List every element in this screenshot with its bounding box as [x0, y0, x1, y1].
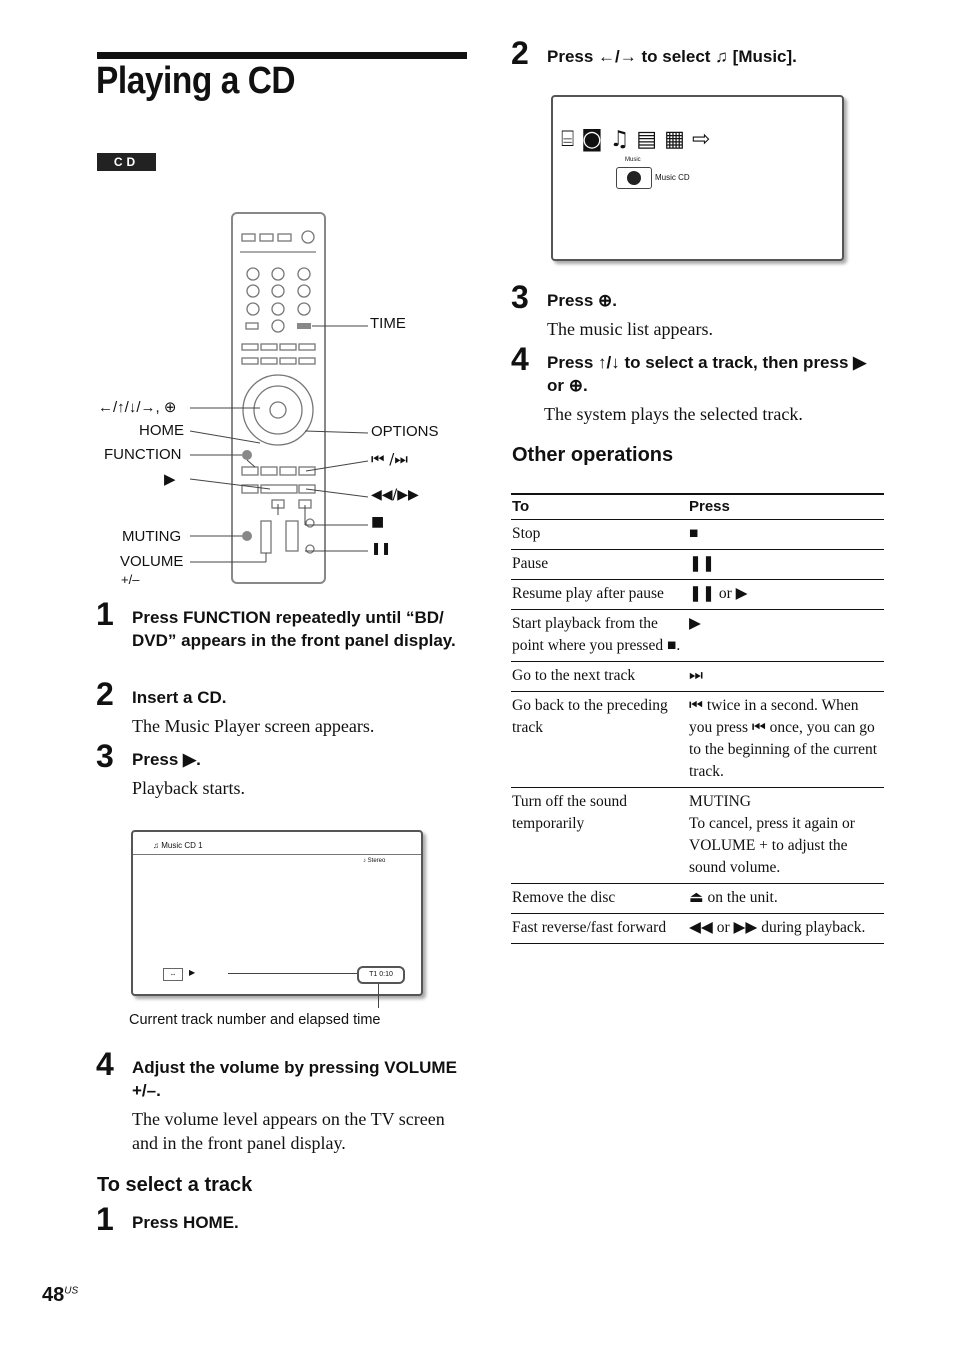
label-home: HOME — [139, 422, 184, 439]
radio-icon: ▤ — [636, 127, 658, 152]
label-time: TIME — [370, 315, 406, 332]
label-play: ▶ — [164, 470, 176, 488]
step-body: The system plays the selected track. — [544, 404, 803, 424]
step-heading: Press ▶. — [132, 750, 201, 769]
table-row — [511, 884, 884, 914]
step-heading: Press FUNCTION repeatedly until “BD/ DVD” appears in the front panel display. — [132, 608, 456, 650]
stereo-indicator: ♪ Stereo — [363, 858, 386, 864]
press-cell: ❚❚ — [688, 550, 884, 580]
table-row — [511, 914, 884, 944]
video-icon: ▦ — [664, 127, 685, 152]
step-body: The Music Player screen appears. — [132, 716, 375, 736]
label-function: FUNCTION — [104, 446, 182, 463]
music-cd-label: Music CD — [655, 173, 690, 182]
step-number: 1 — [96, 596, 114, 632]
operation-cell: Turn off the sound temporarily — [511, 788, 688, 884]
press-cell: MUTING To cancel, press it again or VOLUME + to adjust the sound volume. — [688, 788, 884, 884]
title-rule — [97, 52, 467, 59]
step-number: 2 — [96, 676, 114, 712]
operation-cell: Resume play after pause — [511, 580, 688, 610]
press-cell: ⏭ — [688, 662, 884, 692]
home-menu-screen — [551, 95, 844, 261]
press-cell: ◀◀ or ▶▶ during playback. — [688, 914, 884, 944]
track-time-display: T1 0:10 — [357, 966, 405, 984]
operations-table — [511, 493, 884, 944]
step-heading: Press ⊕. — [547, 291, 618, 310]
table-row — [511, 580, 884, 610]
step-body: The music list appears. — [547, 319, 713, 339]
operation-cell: Pause — [511, 550, 688, 580]
table-header-row — [511, 494, 884, 520]
photo-icon: ◙ — [581, 127, 603, 152]
operation-cell: Fast reverse/fast forward — [511, 914, 688, 944]
label-volume-pm: +/– — [121, 572, 140, 587]
label-rew-ff: ◀◀/▶▶ — [371, 487, 419, 503]
press-cell: ⏮ twice in a second. When you press ⏮ once, you can go to the beginning of the current track. — [688, 692, 884, 788]
table-row — [511, 662, 884, 692]
step-number: 4 — [511, 341, 529, 377]
section-heading: To select a track — [97, 1174, 253, 1196]
page-number: $48^{US}$ — [42, 1284, 79, 1306]
input-icon: ⇨ — [691, 127, 711, 152]
press-cell: ⏏ on the unit. — [688, 884, 884, 914]
table-row — [511, 550, 884, 580]
press-cell: ▶ — [688, 610, 884, 662]
music-player-screen — [131, 830, 423, 996]
music-category-label: Music — [625, 157, 641, 163]
label-stop: ■ — [371, 514, 385, 530]
step-number: 4 — [96, 1046, 114, 1082]
home-menu-icons — [561, 127, 710, 152]
step-number: 3 — [96, 738, 114, 774]
music-note-icon: ♫ — [153, 841, 162, 850]
cd-badge: CD — [97, 153, 156, 171]
music-cd-icon — [616, 167, 652, 189]
page-title: Playing a CD — [96, 60, 296, 102]
table-row — [511, 788, 884, 884]
step-heading: Press ↑/↓ to select a track, then press ▶ or ⊕. — [547, 353, 867, 395]
step-body: The volume level appears on the TV screen and in the front panel display. — [132, 1109, 445, 1153]
operation-cell: Start playback from the point where you pressed ■. — [511, 610, 688, 662]
press-cell: ❚❚ or ▶ — [688, 580, 884, 610]
label-volume: VOLUME — [120, 553, 184, 570]
step-number: 1 — [96, 1201, 114, 1237]
step-number: 2 — [511, 35, 529, 71]
music-icon: ♫ — [609, 127, 630, 152]
table-row — [511, 610, 884, 662]
section-heading: Other operations — [512, 444, 674, 466]
setup-icon: ⌸ — [561, 127, 575, 152]
step-number: 3 — [511, 279, 529, 315]
operation-cell: Remove the disc — [511, 884, 688, 914]
table-row — [511, 692, 884, 788]
label-muting: MUTING — [122, 528, 182, 545]
repeat-icon: ⇔ — [163, 968, 183, 981]
caption-leader — [378, 984, 379, 1008]
label-prev-next: ⏮ /⏭ — [371, 450, 408, 468]
operation-cell: Go back to the preceding track — [511, 692, 688, 788]
step-body: Playback starts. — [132, 778, 245, 798]
play-status-icon: ▶ — [189, 968, 196, 977]
column-header: To — [511, 494, 688, 520]
step-heading: Insert a CD. — [132, 688, 227, 707]
step-heading: Press ←/→ to select ♫ [Music]. — [547, 47, 797, 66]
screen-caption: Current track number and elapsed time — [129, 1012, 381, 1028]
operation-cell: Go to the next track — [511, 662, 688, 692]
press-cell: ■ — [688, 520, 884, 550]
label-arrows-enter: ←/↑/↓/→, ⊕ — [98, 399, 177, 416]
column-header: Press — [688, 494, 884, 520]
step-heading: Adjust the volume by pressing VOLUME +/–. — [132, 1058, 457, 1100]
step-heading: Press HOME. — [132, 1213, 239, 1232]
operation-cell: Stop — [511, 520, 688, 550]
progress-bar — [228, 973, 358, 974]
table-row — [511, 520, 884, 550]
label-options: OPTIONS — [371, 423, 439, 440]
label-pause: ❚❚ — [371, 541, 392, 555]
player-header: ♫ Music CD 1 — [153, 841, 203, 850]
